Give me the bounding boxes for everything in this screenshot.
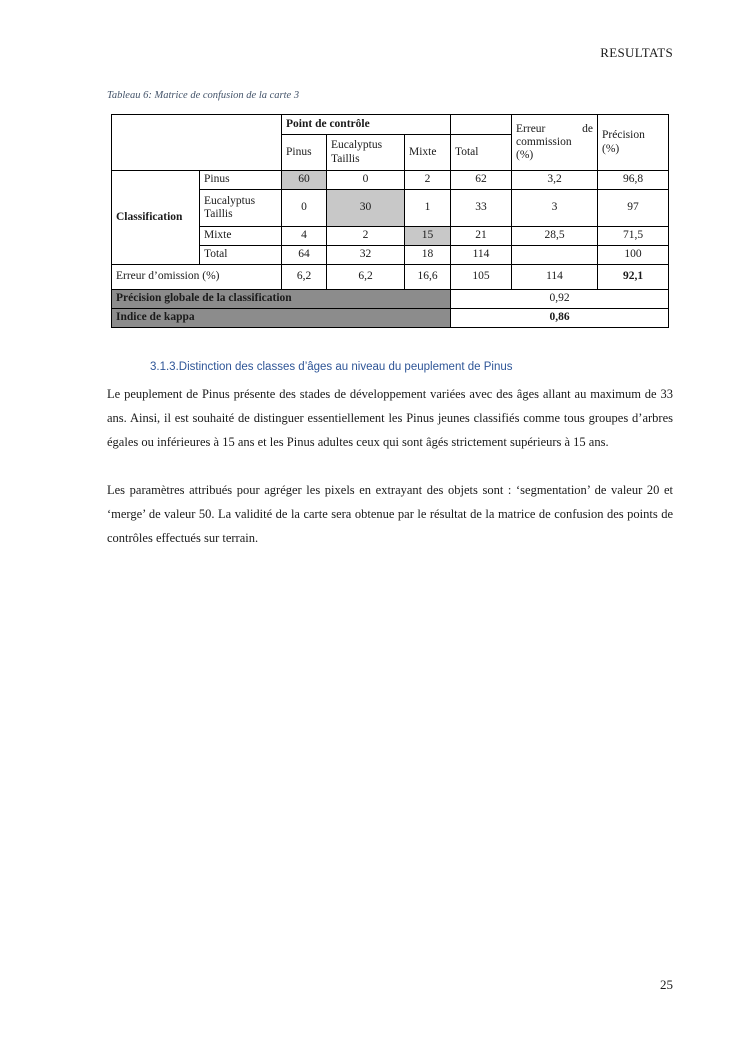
col-header-pinus: Pinus bbox=[282, 135, 327, 171]
col-header-total: Total bbox=[451, 135, 512, 171]
omission-mixte: 16,6 bbox=[405, 265, 451, 290]
empty-header-cell bbox=[451, 115, 512, 135]
omission-eucalyptus: 6,2 bbox=[327, 265, 405, 290]
cell-total-pinus: 64 bbox=[282, 246, 327, 265]
cell-mixte-eucalyptus: 2 bbox=[327, 227, 405, 246]
omission-commission: 114 bbox=[512, 265, 598, 290]
running-header: RESULTATS bbox=[600, 45, 673, 60]
cell-eucalyptus-eucalyptus: 30 bbox=[327, 190, 405, 227]
cell-pinus-pinus: 60 bbox=[282, 171, 327, 190]
cell-eucalyptus-commission: 3 bbox=[512, 190, 598, 227]
cell-mixte-total: 21 bbox=[451, 227, 512, 246]
kappa-label: Indice de kappa bbox=[112, 309, 451, 328]
cell-pinus-mixte: 2 bbox=[405, 171, 451, 190]
cell-pinus-commission: 3,2 bbox=[512, 171, 598, 190]
cell-eucalyptus-precision: 97 bbox=[598, 190, 669, 227]
row-label-total: Total bbox=[200, 246, 282, 265]
row-label-pinus: Pinus bbox=[200, 171, 282, 190]
cell-pinus-total: 62 bbox=[451, 171, 512, 190]
cell-pinus-eucalyptus: 0 bbox=[327, 171, 405, 190]
cell-total-commission bbox=[512, 246, 598, 265]
cell-pinus-precision: 96,8 bbox=[598, 171, 669, 190]
page-number: 25 bbox=[660, 977, 673, 992]
cell-total-total: 114 bbox=[451, 246, 512, 265]
table-caption: Tableau 6: Matrice de confusion de la carte 3 bbox=[107, 90, 300, 101]
point-de-controle-header: Point de contrôle bbox=[282, 115, 451, 135]
global-precision-value: 0,92 bbox=[451, 290, 669, 309]
cell-eucalyptus-pinus: 0 bbox=[282, 190, 327, 227]
cell-mixte-mixte: 15 bbox=[405, 227, 451, 246]
col-header-eucalyptus: Eucalyptus Taillis bbox=[327, 135, 405, 171]
classification-row-label: Classification bbox=[112, 171, 200, 265]
omission-pinus: 6,2 bbox=[282, 265, 327, 290]
col-header-mixte: Mixte bbox=[405, 135, 451, 171]
cell-total-eucalyptus: 32 bbox=[327, 246, 405, 265]
section-heading: 3.1.3.Distinction des classes d’âges au niveau du peuplement de Pinus bbox=[150, 361, 513, 373]
table-corner-cell bbox=[112, 115, 282, 171]
omission-row-label: Erreur d’omission (%) bbox=[112, 265, 282, 290]
paragraph-1: Le peuplement de Pinus présente des stades de développement variées avec des âges allant au maximum de 33 ans. Ainsi, il est souhaité de distinguer essentiellement les Pinus jeunes classifiés comme tous groupes d’arbres égales ou inférieures à 15 ans et les Pinus adultes ceux qui sont âgés strictement supérieurs à 15 ans. bbox=[107, 387, 673, 449]
erreur-commission-header: Erreur de commission (%) bbox=[512, 115, 598, 171]
cell-eucalyptus-mixte: 1 bbox=[405, 190, 451, 227]
cell-mixte-commission: 28,5 bbox=[512, 227, 598, 246]
omission-precision: 92,1 bbox=[598, 265, 669, 290]
global-precision-label: Précision globale de la classification bbox=[112, 290, 451, 309]
paragraph-2: Les paramètres attribués pour agréger les pixels en extrayant des objets sont : ‘segmentation’ de valeur 20 et ‘merge’ de valeur 50. La validité de la carte sera obtenue par le résultat de la matrice de confusion des points de contrôles effectués sur terrain. bbox=[107, 483, 673, 545]
cell-total-precision: 100 bbox=[598, 246, 669, 265]
kappa-value: 0,86 bbox=[451, 309, 669, 328]
row-label-eucalyptus: Eucalyptus Taillis bbox=[200, 190, 282, 227]
confusion-matrix-table bbox=[111, 114, 669, 328]
cell-total-mixte: 18 bbox=[405, 246, 451, 265]
precision-header: Précision (%) bbox=[598, 115, 669, 171]
cell-mixte-pinus: 4 bbox=[282, 227, 327, 246]
cell-mixte-precision: 71,5 bbox=[598, 227, 669, 246]
row-label-mixte: Mixte bbox=[200, 227, 282, 246]
omission-total: 105 bbox=[451, 265, 512, 290]
cell-eucalyptus-total: 33 bbox=[451, 190, 512, 227]
